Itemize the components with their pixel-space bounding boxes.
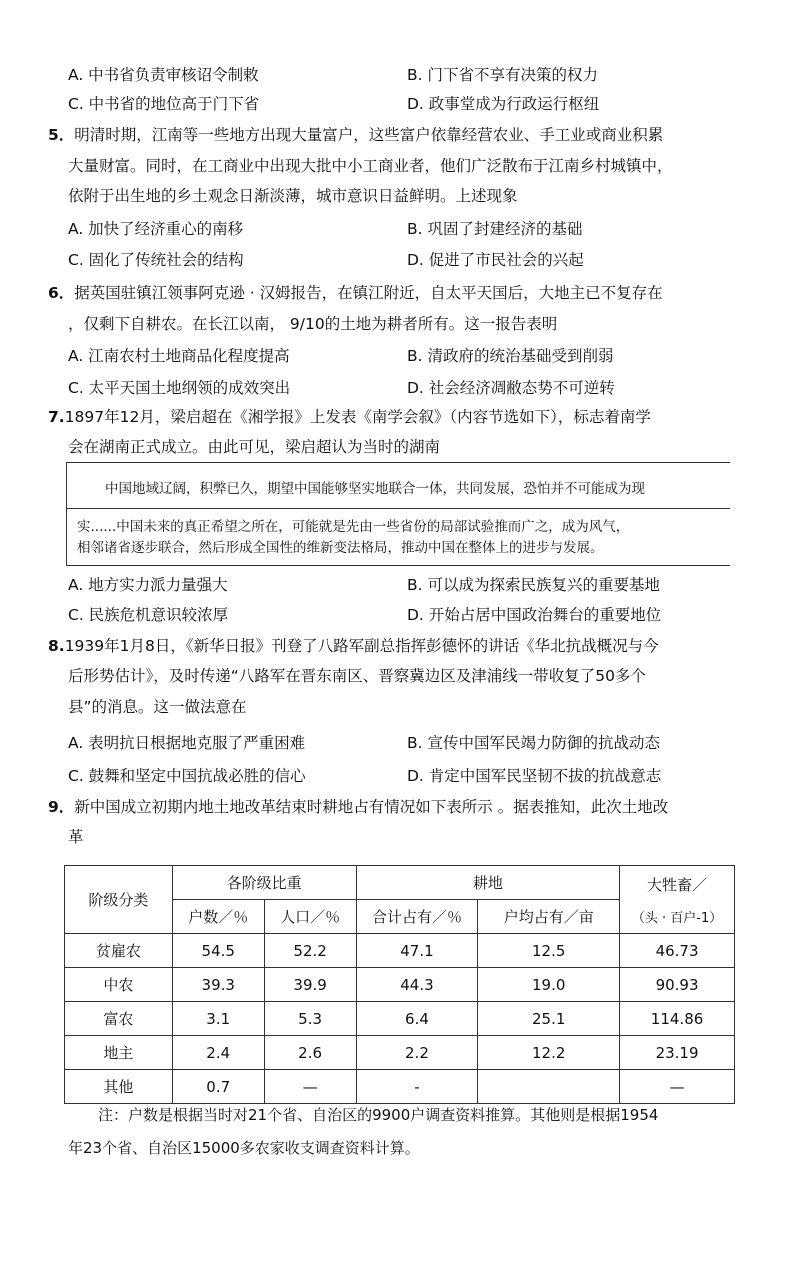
q5-option-c: C. 固化了传统社会的结构 [68,251,244,269]
cell-total-share: 2.2 [356,1036,478,1070]
cell-households: 54.5 [172,934,264,968]
q6-stem-line-2: ，仅剩下自耕农。在长江以南， 9/10的土地为耕者所有。这一报告表明 [68,315,558,333]
cell-animals: 90.93 [620,968,735,1002]
cell-class: 贫雇农 [65,934,173,968]
q5-stem-line-2: 大量财富。同时，在工商业中出现大批中小工商业者，他们广泛散布于江南乡村城镇中， [68,157,673,175]
header-land: 耕地 [356,866,620,900]
q7-option-a: A. 地方实力派力量强大 [68,576,228,594]
q7-quote-line-2: 实......中国未来的真正希望之所在，可能就是先由一些省份的局部试验推而广之，成为风气， [77,519,630,535]
q8-option-b: B. 宣传中国军民竭力防御的抗战动态 [407,734,660,752]
cell-class: 地主 [65,1036,173,1070]
q8-text-1: 1939年1月8日，《新华日报》刊登了八路军副总指挥彭德怀的讲话《华北抗战概况与今 [64,637,659,655]
cell-total-share: 47.1 [356,934,478,968]
header-class: 阶级分类 [65,866,173,934]
q7-quote-line-1: 中国地域辽阔，积弊已久，期望中国能够坚实地联合一体，共同发展，恐怕并不可能成为现 [105,481,645,497]
q4-option-a: A. 中书省负责审核诏令制敕 [68,66,259,84]
header-animals-line-2: （头 · 百户-1） [631,910,723,926]
q7-stem-line-1 [48,406,651,428]
table-row [65,1002,735,1036]
q4-option-b: B. 门下省不享有决策的权力 [407,66,598,84]
q6-number: 6． [48,284,75,302]
q6-option-a: A. 江南农村土地商品化程度提高 [68,347,290,365]
cell-population: 5.3 [264,1002,356,1036]
cell-per-household: 12.2 [478,1036,620,1070]
header-ratio: 各阶级比重 [172,866,356,900]
q9-number: 9． [48,798,75,816]
cell-households: 2.4 [172,1036,264,1070]
header-per-household: 户均占有／亩 [478,900,620,934]
q5-option-b: B. 巩固了封建经济的基础 [407,220,583,238]
cell-animals: 23.19 [620,1036,735,1070]
q9-text-1: 新中国成立初期内地土地改革结束时耕地占有情况如下表所示 。据表推知，此次土地改 [74,798,669,816]
q5-stem-line-3: 依附于出生地的乡土观念日渐淡薄，城市意识日益鲜明。上述现象 [68,187,518,205]
q7-number: 7. [48,408,65,426]
q5-number: 5． [48,126,75,144]
cell-population: 39.9 [264,968,356,1002]
header-population: 人口／％ [264,900,356,934]
q6-text-1: 据英国驻镇江领事阿克逊 · 汉姆报告，在镇江附近，自太平天国后，大地主已不复存在 [74,284,663,302]
cell-per-household [478,1070,620,1104]
q5-option-a: A. 加快了经济重心的南移 [68,220,244,238]
q8-option-a: A. 表明抗日根据地克服了严重困难 [68,734,306,752]
cell-households: 3.1 [172,1002,264,1036]
q9-note-line-1: 注：户数是根据当时对21个省、自治区的9900户调查资料推算。其他则是根据1954 [98,1106,659,1124]
q7-option-d: D. 开始占居中国政治舞台的重要地位 [407,606,662,624]
table-row [65,934,735,968]
q4-option-d: D. 政事堂成为行政运行枢纽 [407,95,600,113]
cell-class: 富农 [65,1002,173,1036]
cell-animals: — [620,1070,735,1104]
cell-total-share: - [356,1070,478,1104]
q7-quote-divider [67,508,730,509]
q5-text-1: 明清时期，江南等一些地方出现大量富户，这些富户依靠经营农业、手工业或商业积累 [74,126,664,144]
q8-stem-line-1 [48,635,659,657]
cell-population: — [264,1070,356,1104]
cell-class: 其他 [65,1070,173,1104]
cell-total-share: 44.3 [356,968,478,1002]
table-row [65,1036,735,1070]
q7-option-c: C. 民族危机意识较浓厚 [68,606,229,624]
q8-stem-line-2: 后形势估计》，及时传递“八路军在晋东南区、晋察冀边区及津浦线一带收复了50多个 [68,667,647,685]
q7-quote-line-3: 相邻诸省逐步联合，然后形成全国性的维新变法格局，推动中国在整体上的进步与发展。 [77,540,604,556]
header-animals-line-1: 大牲畜／ [647,875,708,894]
header-total-share: 合计占有／％ [356,900,478,934]
cell-per-household: 25.1 [478,1002,620,1036]
cell-per-household: 12.5 [478,934,620,968]
cell-population: 2.6 [264,1036,356,1070]
table-header-row-1 [65,866,735,900]
cell-animals: 46.73 [620,934,735,968]
q9-stem-line-1 [48,796,668,818]
cell-total-share: 6.4 [356,1002,478,1036]
q5-stem-line-1 [48,124,663,146]
q7-text-1: 1897年12月，梁启超在《湘学报》上发表《南学会叙》（内容节选如下），标志着南学 [64,408,651,426]
q9-note-line-2: 年23个省、自治区15000多农家收支调查资料计算。 [68,1139,420,1157]
q8-stem-line-3: 县”的消息。这一做法意在 [68,698,247,716]
q7-option-b: B. 可以成为探索民族复兴的重要基地 [407,576,660,594]
cell-population: 52.2 [264,934,356,968]
q6-option-d: D. 社会经济凋敝态势不可逆转 [407,379,615,397]
table-row [65,968,735,1002]
q8-option-d: D. 肯定中国军民坚韧不拔的抗战意志 [407,767,662,785]
cell-households: 39.3 [172,968,264,1002]
q5-option-d: D. 促进了市民社会的兴起 [407,251,584,269]
q7-stem-line-2: 会在湖南正式成立。由此可见，梁启超认为当时的湖南 [68,438,441,456]
cell-per-household: 19.0 [478,968,620,1002]
land-distribution-table [64,865,735,1104]
q6-option-c: C. 太平天国土地纲领的成效突出 [68,379,291,397]
cell-households: 0.7 [172,1070,264,1104]
q6-stem-line-1 [48,282,663,304]
q7-quote-box [66,462,730,566]
cell-class: 中农 [65,968,173,1002]
header-households: 户数／％ [172,900,264,934]
q4-option-c: C. 中书省的地位高于门下省 [68,95,260,113]
q8-option-c: C. 鼓舞和坚定中国抗战必胜的信心 [68,767,306,785]
q8-number: 8. [48,637,65,655]
header-animals [620,866,735,934]
q6-option-b: B. 清政府的统治基础受到削弱 [407,347,614,365]
cell-animals: 114.86 [620,1002,735,1036]
q9-stem-line-2: 革 [68,828,84,846]
table-row [65,1070,735,1104]
